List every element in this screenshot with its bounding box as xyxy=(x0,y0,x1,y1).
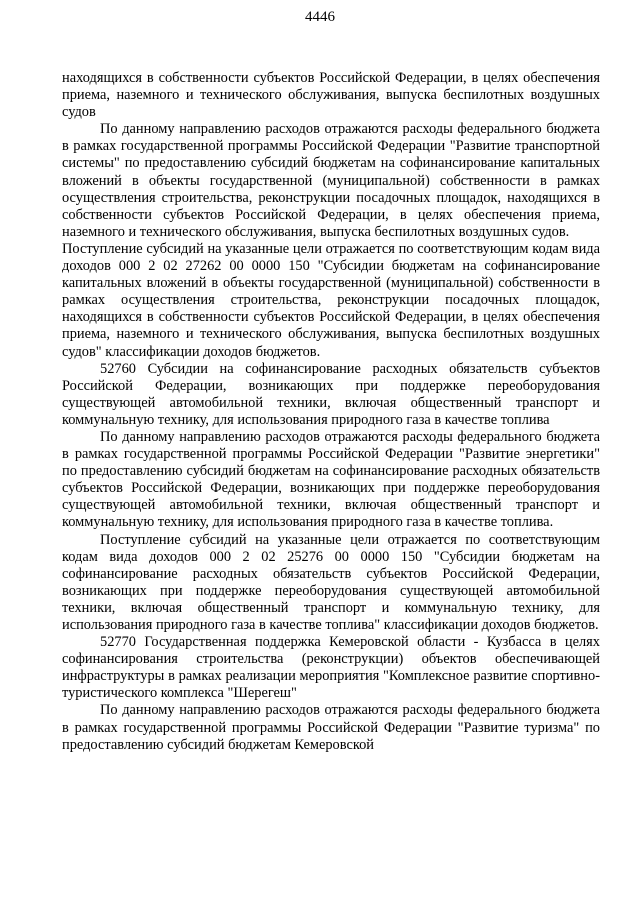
paragraph-expenses-energy: По данному направлению расходов отражаются расходы федерального бюджета в рамках государственной программы Российской Федерации "Развитие энергетики" по предоставлению субсидий бюджетам на софинансирование расходных обязательств субъектов Российской Федерации, возникающих при поддержке переоборудования существующей автомобильной техники, включая общественный транспорт и коммунальную технику, для использования природного газа в качестве топлива. xyxy=(62,428,600,531)
document-body xyxy=(62,70,600,754)
paragraph-heading-52770: 52770 Государственная поддержка Кемеровской области - Кузбасса в целях софинансирования строительства (реконструкции) объектов обеспечивающей инфраструктуры в рамках реализации мероприятия "Комплексное развитие спортивно-туристического комплекса "Шерегеш" xyxy=(62,634,600,702)
paragraph-income-27262: Поступление субсидий на указанные цели отражается по соответствующим кодам вида доходов 000 2 02 27262 00 0000 150 "Субсидии бюджетам на софинансирование капитальных вложений в объекты государственной (муниципальной) собственности в рамках осуществления строительства, реконструкции посадочных площадок, находящихся в собственности субъектов Российской Федерации, в целях обеспечения приема, наземного и технического обслуживания, выпуска беспилотных воздушных судов" классификации доходов бюджетов. xyxy=(62,240,600,360)
paragraph-heading-52760: 52760 Субсидии на софинансирование расходных обязательств субъектов Российской Федерации, возникающих при поддержке переоборудования существующей автомобильной техники, включая общественный транспорт и коммунальную технику, для использования природного газа в качестве топлива xyxy=(62,360,600,428)
paragraph-expenses-tourism: По данному направлению расходов отражаются расходы федерального бюджета в рамках государственной программы Российской Федерации "Развитие туризма" по предоставлению субсидий бюджетам Кемеровской xyxy=(62,702,600,753)
page-number: 4446 xyxy=(305,9,335,25)
paragraph-continuation: находящихся в собственности субъектов Российской Федерации, в целях обеспечения приема, наземного и технического обслуживания, выпуска беспилотных воздушных судов xyxy=(62,70,600,121)
paragraph-income-25276: Поступление субсидий на указанные цели отражается по соответствующим кодам вида доходов 000 2 02 25276 00 0000 150 "Субсидии бюджетам на софинансирование расходных обязательств субъектов Российской Федерации, возникающих при поддержке переоборудования существующей автомобильной техники, включая общественный транспорт и коммунальную технику, для использования природного газа в качестве топлива" классификации доходов бюджетов. xyxy=(62,531,600,633)
paragraph-expenses-transport: По данному направлению расходов отражаются расходы федерального бюджета в рамках государственной программы Российской Федерации "Развитие транспортной системы" по предоставлению субсидий бюджетам на софинансирование капитальных вложений в объекты государственной (муниципальной) собственности в рамках осуществления строительства, реконструкции посадочных площадок, находящихся в собственности субъектов Российской Федерации, в целях обеспечения приема, наземного и технического обслуживания, выпуска беспилотных воздушных судов. xyxy=(62,121,600,240)
